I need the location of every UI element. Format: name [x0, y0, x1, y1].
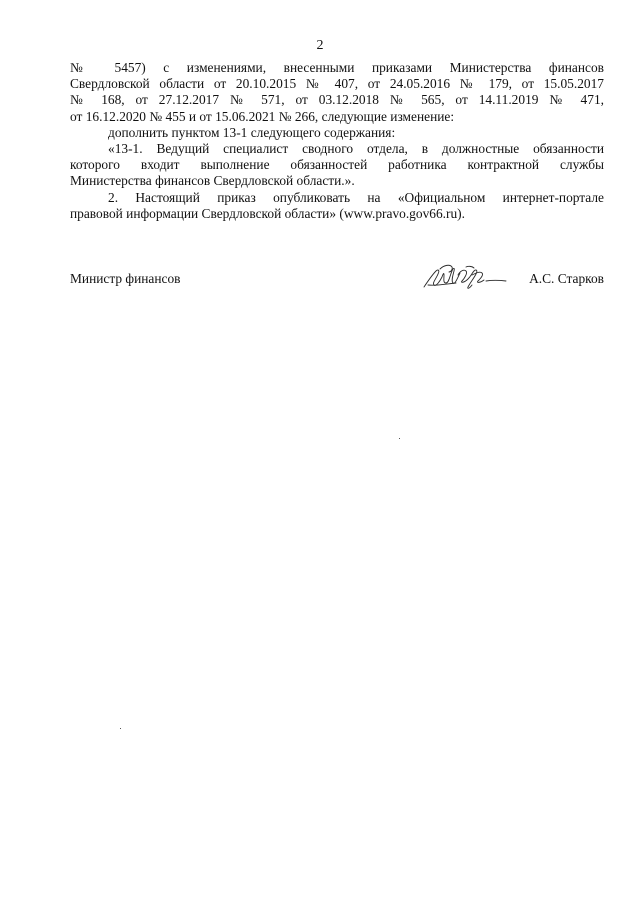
text-line: которого входит выполнение обязанностей работника контрактной службы: [70, 157, 604, 173]
signature-block: [70, 261, 604, 293]
paragraph-amendments: [70, 60, 604, 125]
scan-speck: [399, 438, 400, 439]
document-body: [70, 60, 604, 222]
text-line: Министерства финансов Свердловской области.».: [70, 173, 355, 189]
handwritten-signature: [422, 261, 508, 293]
paragraph-add-item: [70, 125, 604, 141]
text-line: правовой информации Свердловской области» (www.pravo.gov66.ru).: [70, 205, 465, 221]
paragraph-item-13-1: [70, 141, 604, 190]
paragraph-publish: [70, 190, 604, 222]
text-line: Свердловской области от 20.10.2015 № 407, от 24.05.2016 № 179, от 15.05.2017: [70, 76, 604, 92]
text-line: дополнить пунктом 13-1 следующего содержания:: [108, 124, 396, 140]
page-number: 2: [316, 38, 324, 53]
text-line: № 168, от 27.12.2017 № 571, от 03.12.2018 № 565, от 14.11.2019 № 471,: [70, 92, 604, 108]
scan-speck: [120, 728, 121, 729]
text-line: «13-1. Ведущий специалист сводного отдела, в должностные обязанности: [108, 141, 604, 157]
text-line: от 16.12.2020 № 455 и от 15.06.2021 № 266, следующие изменение:: [70, 108, 455, 124]
text-line: № 5457) с изменениями, внесенными приказами Министерства финансов: [70, 60, 604, 75]
signatory-name: А.С. Старков: [529, 271, 604, 286]
signatory-title: Министр финансов: [70, 271, 181, 286]
text-line: 2. Настоящий приказ опубликовать на «Официальном интернет-портале: [108, 189, 604, 205]
